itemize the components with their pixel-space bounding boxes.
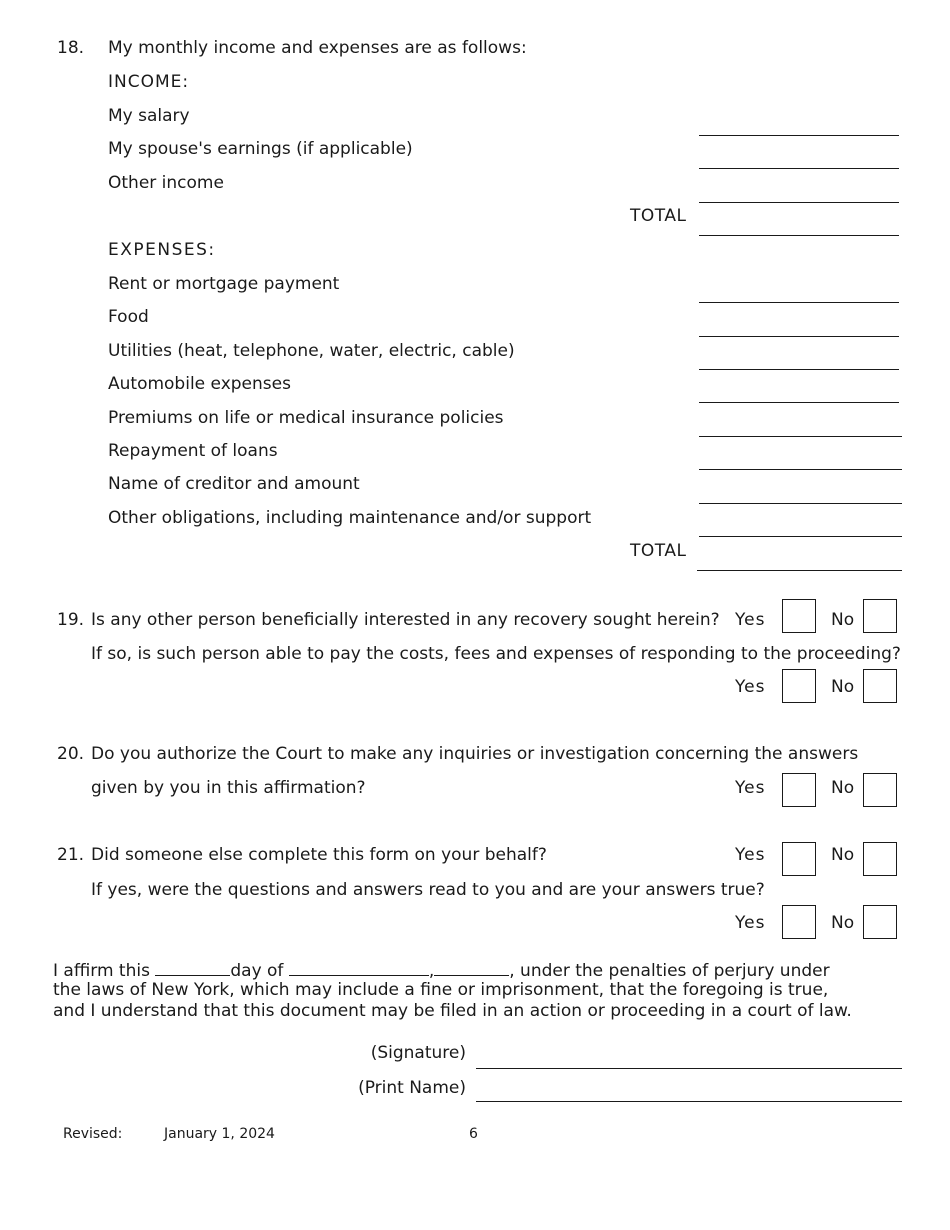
affirmation-text: day of: [230, 961, 289, 981]
affirmation-text: ,: [428, 961, 435, 981]
no-label: No: [831, 677, 855, 697]
print-name-field[interactable]: [476, 1101, 902, 1102]
question-followup-text: If so, is such person able to pay the costs, fees and expenses of responding to the proceeding?: [91, 644, 901, 664]
expense-label-insurance: Premiums on life or medical insurance policies: [108, 408, 504, 428]
signature-field[interactable]: [476, 1068, 902, 1069]
expense-rent-field[interactable]: [699, 302, 899, 303]
question-number: 20.: [57, 744, 85, 764]
question-text: Do you authorize the Court to make any inquiries or investigation concerning the answers: [91, 744, 859, 764]
expense-other-obligations-field[interactable]: [699, 536, 902, 537]
expense-automobile-field[interactable]: [699, 402, 899, 403]
question-followup-text: If yes, were the questions and answers read to you and are your answers true?: [91, 880, 765, 900]
expenses-heading: EXPENSES:: [108, 240, 216, 260]
expense-total-field[interactable]: [697, 570, 902, 571]
expense-label-creditor: Name of creditor and amount: [108, 474, 360, 494]
expense-loans-field[interactable]: [699, 469, 902, 470]
q21-yes-checkbox[interactable]: [782, 842, 816, 876]
question-number: 21.: [57, 845, 85, 865]
question-number: 19.: [57, 610, 85, 630]
print-name-label: (Print Name): [358, 1078, 466, 1098]
q19-yes-checkbox[interactable]: [782, 599, 816, 633]
affirm-day-field[interactable]: [155, 959, 230, 976]
q21-followup-no-checkbox[interactable]: [863, 905, 897, 939]
no-label: No: [831, 778, 855, 798]
q21-followup-yes-checkbox[interactable]: [782, 905, 816, 939]
revised-label: Revised:: [63, 1126, 123, 1142]
q20-no-checkbox[interactable]: [863, 773, 897, 807]
income-spouse-field[interactable]: [699, 168, 899, 169]
q20-yes-checkbox[interactable]: [782, 773, 816, 807]
signature-label: (Signature): [370, 1043, 466, 1063]
yes-label: Yes: [735, 913, 766, 933]
affirmation-line-3: and I understand that this document may be filed in an action or proceeding in a court of law.: [53, 1001, 852, 1021]
expense-label-loans: Repayment of loans: [108, 441, 278, 461]
income-label-spouse: My spouse's earnings (if applicable): [108, 139, 413, 159]
revised-date: January 1, 2024: [164, 1126, 275, 1142]
expense-total-label: TOTAL: [630, 541, 687, 561]
expense-label-food: Food: [108, 307, 149, 327]
page-number: 6: [469, 1126, 478, 1142]
no-label: No: [831, 845, 855, 865]
affirmation-text: , under the penalties of perjury under: [509, 961, 830, 981]
expense-label-utilities: Utilities (heat, telephone, water, electric, cable): [108, 341, 515, 361]
expense-insurance-field[interactable]: [699, 436, 902, 437]
income-total-label: TOTAL: [630, 206, 687, 226]
yes-label: Yes: [735, 610, 766, 630]
expense-label-other-obligations: Other obligations, including maintenance and/or support: [108, 508, 592, 528]
affirmation-line-2: the laws of New York, which may include a fine or imprisonment, that the foregoing is true,: [53, 980, 829, 1000]
income-label-salary: My salary: [108, 106, 190, 126]
yes-label: Yes: [735, 677, 766, 697]
expense-label-rent: Rent or mortgage payment: [108, 274, 340, 294]
no-label: No: [831, 610, 855, 630]
question-number: 18.: [57, 38, 85, 58]
expense-creditor-field[interactable]: [699, 503, 902, 504]
affirmation-line-1: [53, 959, 830, 982]
expense-utilities-field[interactable]: [699, 369, 899, 370]
income-label-other: Other income: [108, 173, 224, 193]
question-text: My monthly income and expenses are as follows:: [108, 38, 527, 58]
income-heading: INCOME:: [108, 72, 190, 92]
income-salary-field[interactable]: [699, 135, 899, 136]
yes-label: Yes: [735, 845, 766, 865]
affirm-year-field[interactable]: [434, 959, 509, 976]
q21-no-checkbox[interactable]: [863, 842, 897, 876]
expense-food-field[interactable]: [699, 336, 899, 337]
income-total-field[interactable]: [699, 235, 899, 236]
question-text: Did someone else complete this form on your behalf?: [91, 845, 547, 865]
yes-label: Yes: [735, 778, 766, 798]
expense-label-automobile: Automobile expenses: [108, 374, 291, 394]
question-text-continued: given by you in this affirmation?: [91, 778, 366, 798]
affirmation-text: I affirm this: [53, 961, 156, 981]
question-text: Is any other person beneficially interested in any recovery sought herein?: [91, 610, 720, 630]
q19-no-checkbox[interactable]: [863, 599, 897, 633]
no-label: No: [831, 913, 855, 933]
q19-followup-no-checkbox[interactable]: [863, 669, 897, 703]
affirm-month-field[interactable]: [289, 959, 429, 976]
q19-followup-yes-checkbox[interactable]: [782, 669, 816, 703]
income-other-field[interactable]: [699, 202, 899, 203]
